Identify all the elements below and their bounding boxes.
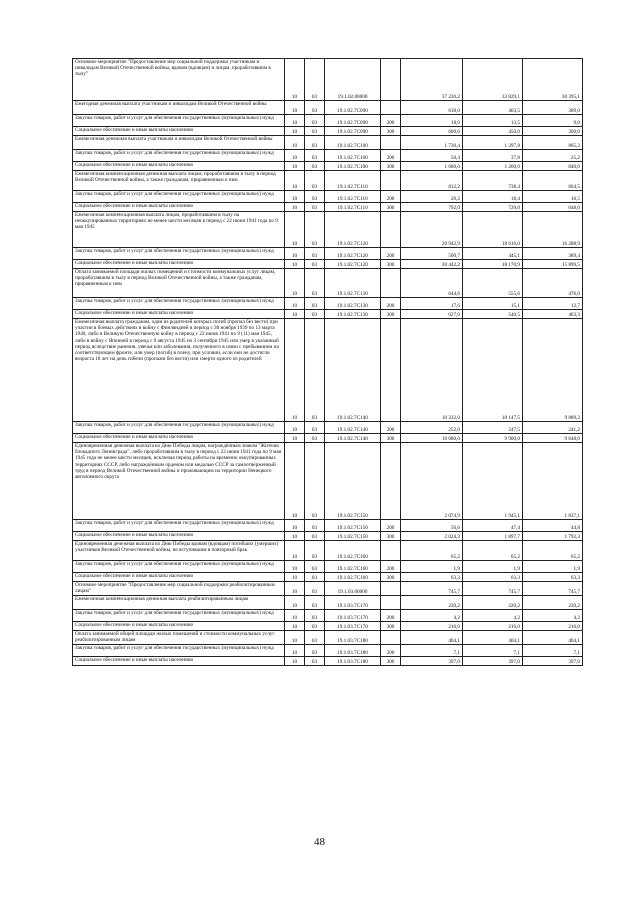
cell-amount-year-2: 18,4: [463, 191, 523, 203]
cell-amount-year-3: 7,1: [523, 645, 583, 657]
cell-section: 10: [285, 248, 305, 260]
cell-amount-year-2: 18 170,9: [463, 260, 523, 269]
cell-target-article: 19.1.02.7С160: [325, 541, 381, 561]
cell-description: Закупка товаров, работ и услуг для обеспечения государственных (муниципальных) нужд: [73, 298, 285, 310]
table-row: [73, 171, 583, 191]
cell-amount-year-1: 644,6: [401, 269, 463, 298]
cell-amount-year-3: 389,4: [523, 248, 583, 260]
cell-expense-type: [381, 101, 401, 115]
table-row: [73, 59, 583, 101]
cell-target-article: 19.1.02.7С160: [325, 561, 381, 573]
table-row: [73, 310, 583, 319]
cell-amount-year-2: 450,0: [463, 127, 523, 136]
cell-target-article: 19.1.02.7С150: [325, 520, 381, 532]
cell-target-article: 19.1.02.7С110: [325, 171, 381, 191]
cell-subsection: 03: [305, 248, 325, 260]
cell-expense-type: 200: [381, 191, 401, 203]
cell-expense-type: 300: [381, 203, 401, 212]
cell-amount-year-3: 63,3: [523, 573, 583, 582]
cell-section: 10: [285, 434, 305, 443]
cell-target-article: 19.1.03.00000: [325, 582, 381, 596]
cell-expense-type: 300: [381, 657, 401, 666]
cell-expense-type: 300: [381, 310, 401, 319]
cell-target-article: 19.1.03.7С170: [325, 596, 381, 610]
cell-subsection: 03: [305, 610, 325, 622]
table-row: [73, 136, 583, 150]
table-row: [73, 260, 583, 269]
cell-amount-year-1: 10 332,0: [401, 319, 463, 422]
cell-target-article: 19.1.02.7С150: [325, 443, 381, 520]
cell-description: Закупка товаров, работ и услуг для обеспечения государственных (муниципальных) нужд: [73, 115, 285, 127]
cell-amount-year-2: 1,9: [463, 561, 523, 573]
cell-expense-type: 200: [381, 298, 401, 310]
cell-description: Оплата занимаемой площади жилых помещений и стоимости коммунальных услуг лицам, проработавшим в тылу в период Великой Отечественной войны, а также гражданам, приравненным к ним: [73, 269, 285, 298]
cell-subsection: 03: [305, 573, 325, 582]
cell-section: 10: [285, 532, 305, 541]
cell-amount-year-1: 500,7: [401, 248, 463, 260]
table-row: [73, 319, 583, 422]
cell-target-article: 19.1.02.7С090: [325, 101, 381, 115]
cell-subsection: 03: [305, 310, 325, 319]
cell-section: 10: [285, 59, 305, 101]
cell-amount-year-1: 20 942,9: [401, 212, 463, 248]
table-row: [73, 582, 583, 596]
cell-description: Ежемесячная денежная выплата участникам и инвалидам Великой Отечественной войны: [73, 136, 285, 150]
cell-subsection: 03: [305, 520, 325, 532]
cell-description: Основное мероприятие "Предоставление мер социальной поддержки реабилитированным лицам": [73, 582, 285, 596]
cell-amount-year-2: 7,1: [463, 645, 523, 657]
cell-description: Социальное обеспечение и иные выплаты населению: [73, 162, 285, 171]
cell-section: 10: [285, 520, 305, 532]
cell-expense-type: [381, 171, 401, 191]
cell-expense-type: 200: [381, 248, 401, 260]
cell-amount-year-2: 10 147,5: [463, 319, 523, 422]
cell-section: 10: [285, 191, 305, 203]
cell-subsection: 03: [305, 203, 325, 212]
cell-amount-year-1: 10 080,0: [401, 434, 463, 443]
cell-amount-year-3: 397,0: [523, 657, 583, 666]
cell-description: Основное мероприятие "Предоставление мер социальной поддержки участникам и инвалидам Великой Отечественной войны, вдовам (вдовцам) и лицам, проработавшим в тылу": [73, 59, 285, 101]
cell-target-article: 19.1.02.7С140: [325, 319, 381, 422]
cell-amount-year-1: 37 220,2: [401, 59, 463, 101]
cell-section: 10: [285, 657, 305, 666]
cell-amount-year-2: 33 829,1: [463, 59, 523, 101]
cell-amount-year-3: 9 648,0: [523, 434, 583, 443]
cell-amount-year-1: 220,2: [401, 596, 463, 610]
table-row: [73, 645, 583, 657]
cell-section: 10: [285, 645, 305, 657]
cell-subsection: 03: [305, 136, 325, 150]
cell-amount-year-3: 1 792,3: [523, 532, 583, 541]
cell-amount-year-1: 397,0: [401, 657, 463, 666]
cell-description: Социальное обеспечение и иные выплаты населению: [73, 573, 285, 582]
table-row: [73, 561, 583, 573]
table-row: [73, 434, 583, 443]
cell-description: Ежегодная денежная выплата участникам и инвалидам Великой Отечественной войны: [73, 101, 285, 115]
cell-section: 10: [285, 443, 305, 520]
budget-table-body: [73, 59, 583, 666]
cell-expense-type: [381, 212, 401, 248]
cell-amount-year-3: 9,0: [523, 115, 583, 127]
cell-target-article: 19.1.02.7С100: [325, 136, 381, 150]
cell-amount-year-2: 397,0: [463, 657, 523, 666]
cell-amount-year-2: 63,3: [463, 573, 523, 582]
cell-target-article: 19.1.02.7С140: [325, 434, 381, 443]
cell-amount-year-1: 618,0: [401, 101, 463, 115]
table-row: [73, 101, 583, 115]
cell-subsection: 03: [305, 260, 325, 269]
cell-description: Ежемесячная компенсационная денежная выплата лицам, проработавшим в тылу в период Великой Отечественной войны, а также гражданам, приравненным к ним: [73, 171, 285, 191]
cell-amount-year-3: 648,0: [523, 203, 583, 212]
cell-target-article: 19.1.02.7С090: [325, 115, 381, 127]
cell-section: 10: [285, 115, 305, 127]
cell-expense-type: [381, 136, 401, 150]
cell-amount-year-1: 812,2: [401, 171, 463, 191]
cell-description: Единовременная денежная выплата ко Дню Победы вдовам (вдовцам) погибших (умерших) участников Великой Отечественной войны, не вступившим в повторный брак: [73, 541, 285, 561]
cell-amount-year-3: 476,0: [523, 269, 583, 298]
cell-amount-year-1: 1,9: [401, 561, 463, 573]
cell-amount-year-3: 9 889,2: [523, 319, 583, 422]
cell-amount-year-3: 745,7: [523, 582, 583, 596]
table-row: [73, 212, 583, 248]
cell-subsection: 03: [305, 422, 325, 434]
cell-description: Закупка товаров, работ и услуг для обеспечения государственных (муниципальных) нужд: [73, 248, 285, 260]
table-row: [73, 520, 583, 532]
cell-amount-year-1: 252,0: [401, 422, 463, 434]
budget-table: [72, 58, 583, 666]
cell-expense-type: [381, 631, 401, 645]
cell-target-article: 19.1.02.7С100: [325, 150, 381, 162]
cell-amount-year-2: 18 616,0: [463, 212, 523, 248]
cell-target-article: 19.1.02.7С130: [325, 298, 381, 310]
cell-description: Закупка товаров, работ и услуг для обеспечения государственных (муниципальных) нужд: [73, 422, 285, 434]
cell-amount-year-2: 47,4: [463, 520, 523, 532]
table-row: [73, 532, 583, 541]
cell-expense-type: 300: [381, 532, 401, 541]
cell-subsection: 03: [305, 582, 325, 596]
cell-description: Социальное обеспечение и иные выплаты населению: [73, 127, 285, 136]
cell-subsection: 03: [305, 596, 325, 610]
cell-amount-year-1: 2 024,3: [401, 532, 463, 541]
cell-expense-type: 300: [381, 434, 401, 443]
cell-target-article: 19.1.02.7С110: [325, 191, 381, 203]
page-number: 48: [314, 836, 325, 848]
cell-expense-type: 300: [381, 573, 401, 582]
cell-subsection: 03: [305, 59, 325, 101]
cell-target-article: 19.1.02.7С120: [325, 260, 381, 269]
cell-subsection: 03: [305, 561, 325, 573]
cell-section: 10: [285, 162, 305, 171]
cell-subsection: 03: [305, 269, 325, 298]
cell-description: Оплата занимаемой общей площади жилых помещений и стоимости коммунальных услуг реабилитированным лицам: [73, 631, 285, 645]
cell-section: 10: [285, 310, 305, 319]
cell-expense-type: 200: [381, 561, 401, 573]
cell-amount-year-3: 664,5: [523, 171, 583, 191]
cell-section: 10: [285, 610, 305, 622]
cell-description: Социальное обеспечение и иные выплаты населению: [73, 434, 285, 443]
cell-amount-year-2: 4,2: [463, 610, 523, 622]
cell-subsection: 03: [305, 298, 325, 310]
cell-target-article: 19.1.02.7С150: [325, 532, 381, 541]
cell-expense-type: 200: [381, 115, 401, 127]
cell-expense-type: 200: [381, 645, 401, 657]
table-row: [73, 422, 583, 434]
cell-amount-year-3: 25,2: [523, 150, 583, 162]
cell-amount-year-2: 445,1: [463, 248, 523, 260]
cell-target-article: 19.1.03.7С170: [325, 622, 381, 631]
table-row: [73, 657, 583, 666]
cell-amount-year-2: 1 260,0: [463, 162, 523, 171]
cell-amount-year-3: 4,2: [523, 610, 583, 622]
cell-subsection: 03: [305, 162, 325, 171]
cell-amount-year-3: 12,7: [523, 298, 583, 310]
cell-expense-type: 200: [381, 520, 401, 532]
cell-amount-year-2: 745,7: [463, 582, 523, 596]
cell-section: 10: [285, 622, 305, 631]
cell-description: Закупка товаров, работ и услуг для обеспечения государственных (муниципальных) нужд: [73, 561, 285, 573]
cell-expense-type: [381, 541, 401, 561]
cell-amount-year-2: 720,0: [463, 203, 523, 212]
cell-section: 10: [285, 541, 305, 561]
cell-amount-year-1: 404,1: [401, 631, 463, 645]
cell-amount-year-2: 1 897,7: [463, 532, 523, 541]
cell-amount-year-1: 7,1: [401, 645, 463, 657]
cell-amount-year-1: 216,0: [401, 622, 463, 631]
cell-subsection: 03: [305, 657, 325, 666]
cell-subsection: 03: [305, 191, 325, 203]
cell-amount-year-1: 1 680,0: [401, 162, 463, 171]
cell-amount-year-3: 463,3: [523, 310, 583, 319]
cell-amount-year-3: 65,2: [523, 541, 583, 561]
table-row: [73, 298, 583, 310]
cell-amount-year-3: 840,0: [523, 162, 583, 171]
cell-expense-type: 300: [381, 127, 401, 136]
cell-description: Закупка товаров, работ и услуг для обеспечения государственных (муниципальных) нужд: [73, 645, 285, 657]
cell-subsection: 03: [305, 434, 325, 443]
cell-amount-year-2: 220,2: [463, 596, 523, 610]
cell-amount-year-2: 216,0: [463, 622, 523, 631]
cell-expense-type: 200: [381, 610, 401, 622]
cell-target-article: 19.1.02.7С100: [325, 162, 381, 171]
cell-amount-year-3: 15 899,5: [523, 260, 583, 269]
cell-amount-year-3: 216,0: [523, 622, 583, 631]
cell-expense-type: [381, 582, 401, 596]
cell-section: 10: [285, 596, 305, 610]
cell-amount-year-3: 404,1: [523, 631, 583, 645]
table-row: [73, 203, 583, 212]
cell-amount-year-1: 50,6: [401, 520, 463, 532]
cell-section: 10: [285, 582, 305, 596]
cell-description: Единовременная денежная выплата ко Дню Победы лицам, награждённым знаком "Жителю блокадного Ленинграда", либо проработавшим в тылу в период с 22 июня 1941 года по 9 мая 1945 года не менее шести месяцев, исключая период работы на временно оккупированных территориях СССР, либо награждённым орденом или медалью СССР за самоотверженный труд в период Великой Отечественной войны и проживающим на территории Ненецкого автономного округа: [73, 443, 285, 520]
cell-amount-year-1: 1 730,4: [401, 136, 463, 150]
cell-target-article: 19.1.03.7С170: [325, 610, 381, 622]
table-row: [73, 150, 583, 162]
cell-subsection: 03: [305, 127, 325, 136]
table-row: [73, 596, 583, 610]
table-row: [73, 127, 583, 136]
cell-description: Социальное обеспечение и иные выплаты населению: [73, 622, 285, 631]
cell-description: Социальное обеспечение и иные выплаты населению: [73, 310, 285, 319]
cell-amount-year-3: 865,2: [523, 136, 583, 150]
cell-amount-year-2: 463,5: [463, 101, 523, 115]
cell-amount-year-1: 627,0: [401, 310, 463, 319]
cell-amount-year-2: 37,8: [463, 150, 523, 162]
cell-amount-year-1: 17,6: [401, 298, 463, 310]
cell-expense-type: [381, 319, 401, 422]
table-row: [73, 248, 583, 260]
cell-amount-year-3: 30 395,1: [523, 59, 583, 101]
cell-description: Закупка товаров, работ и услуг для обеспечения государственных (муниципальных) нужд: [73, 610, 285, 622]
cell-amount-year-2: 555,6: [463, 269, 523, 298]
cell-target-article: 19.1.02.7С120: [325, 212, 381, 248]
cell-description: Социальное обеспечение и иные выплаты населению: [73, 657, 285, 666]
cell-amount-year-3: 220,2: [523, 596, 583, 610]
cell-expense-type: 300: [381, 162, 401, 171]
cell-target-article: 19.1.02.7С120: [325, 248, 381, 260]
cell-section: 10: [285, 171, 305, 191]
cell-expense-type: [381, 596, 401, 610]
cell-section: 10: [285, 136, 305, 150]
cell-subsection: 03: [305, 212, 325, 248]
cell-description: Ежемесячная выплата гражданам, один из родителей которых погиб (пропал без вести) при участии в боевых действиях в войну с Финляндией в период с 30 ноября 1939 по 13 марта 1940, либо в Великую Отечественную войну в период с 22 июня 1941 по 9 (11) мая 1945, либо в войну с Японией в период с 9 августа 1945 по 3 сентября 1945 или умер в указанный период вследствие ранения, увечья или заболевания, полученного в связи с пребыванием на соответствующем фронте, или умер (погиб) в плену, при условии, если они не достигли возраста 18 лет на день гибели (пропажи без вести) или смерти одного из родителей: [73, 319, 285, 422]
cell-description: Социальное обеспечение и иные выплаты населению: [73, 203, 285, 212]
cell-amount-year-2: 9 900,0: [463, 434, 523, 443]
table-row: [73, 443, 583, 520]
table-row: [73, 573, 583, 582]
cell-subsection: 03: [305, 115, 325, 127]
cell-description: Закупка товаров, работ и услуг для обеспечения государственных (муниципальных) нужд: [73, 191, 285, 203]
cell-amount-year-1: 65,2: [401, 541, 463, 561]
table-row: [73, 541, 583, 561]
cell-amount-year-3: 300,0: [523, 127, 583, 136]
cell-amount-year-1: 18,0: [401, 115, 463, 127]
cell-section: 10: [285, 422, 305, 434]
cell-amount-year-2: 247,5: [463, 422, 523, 434]
cell-description: Закупка товаров, работ и услуг для обеспечения государственных (муниципальных) нужд: [73, 150, 285, 162]
cell-target-article: 19.1.03.7С180: [325, 631, 381, 645]
cell-section: 10: [285, 573, 305, 582]
cell-amount-year-3: 309,0: [523, 101, 583, 115]
cell-amount-year-3: 44,8: [523, 520, 583, 532]
cell-target-article: 19.1.02.00000: [325, 59, 381, 101]
cell-description: Ежемесячная компенсационная выплата лицам, проработавшим в тылу на неоккупированных территориях не менее шести месяцев в период с 22 июня 1941 года по 9 мая 1945: [73, 212, 285, 248]
table-row: [73, 622, 583, 631]
cell-subsection: 03: [305, 319, 325, 422]
cell-amount-year-1: 20,2: [401, 191, 463, 203]
cell-section: 10: [285, 212, 305, 248]
cell-target-article: 19.1.02.7С130: [325, 269, 381, 298]
cell-amount-year-2: 738,4: [463, 171, 523, 191]
cell-target-article: 19.1.02.7С110: [325, 203, 381, 212]
cell-amount-year-1: 745,7: [401, 582, 463, 596]
cell-description: Социальное обеспечение и иные выплаты населению: [73, 532, 285, 541]
cell-subsection: 03: [305, 532, 325, 541]
cell-target-article: 19.1.02.7С090: [325, 127, 381, 136]
cell-subsection: 03: [305, 541, 325, 561]
cell-amount-year-3: 16 288,9: [523, 212, 583, 248]
cell-description: Социальное обеспечение и иные выплаты населению: [73, 260, 285, 269]
cell-amount-year-2: 1 945,1: [463, 443, 523, 520]
cell-section: 10: [285, 203, 305, 212]
cell-amount-year-2: 65,2: [463, 541, 523, 561]
cell-target-article: 19.1.03.7С180: [325, 645, 381, 657]
cell-expense-type: 200: [381, 422, 401, 434]
cell-amount-year-1: 63,3: [401, 573, 463, 582]
cell-subsection: 03: [305, 171, 325, 191]
cell-description: Ежемесячная компенсационная денежная выплата реабилитированным лицам: [73, 596, 285, 610]
cell-subsection: 03: [305, 631, 325, 645]
cell-target-article: 19.1.02.7С140: [325, 422, 381, 434]
cell-target-article: 19.1.02.7С130: [325, 310, 381, 319]
table-row: [73, 610, 583, 622]
cell-amount-year-3: 241,2: [523, 422, 583, 434]
cell-expense-type: 300: [381, 260, 401, 269]
table-row: [73, 115, 583, 127]
cell-subsection: 03: [305, 443, 325, 520]
table-row: [73, 162, 583, 171]
cell-section: 10: [285, 631, 305, 645]
cell-amount-year-1: 600,0: [401, 127, 463, 136]
cell-section: 10: [285, 260, 305, 269]
cell-amount-year-3: 1,9: [523, 561, 583, 573]
cell-subsection: 03: [305, 150, 325, 162]
cell-section: 10: [285, 127, 305, 136]
cell-section: 10: [285, 150, 305, 162]
cell-amount-year-1: 2 074,9: [401, 443, 463, 520]
cell-section: 10: [285, 319, 305, 422]
cell-expense-type: [381, 269, 401, 298]
cell-section: 10: [285, 101, 305, 115]
cell-amount-year-2: 13,5: [463, 115, 523, 127]
cell-subsection: 03: [305, 101, 325, 115]
cell-expense-type: [381, 443, 401, 520]
cell-amount-year-1: 792,0: [401, 203, 463, 212]
table-row: [73, 269, 583, 298]
cell-subsection: 03: [305, 645, 325, 657]
cell-expense-type: [381, 59, 401, 101]
cell-amount-year-1: 50,4: [401, 150, 463, 162]
cell-amount-year-2: 1 297,8: [463, 136, 523, 150]
cell-expense-type: 300: [381, 622, 401, 631]
table-row: [73, 191, 583, 203]
cell-amount-year-3: 1 837,1: [523, 443, 583, 520]
cell-amount-year-2: 404,1: [463, 631, 523, 645]
cell-section: 10: [285, 298, 305, 310]
cell-amount-year-3: 16,5: [523, 191, 583, 203]
cell-target-article: 19.1.02.7С160: [325, 573, 381, 582]
cell-expense-type: 200: [381, 150, 401, 162]
cell-target-article: 19.1.03.7С180: [325, 657, 381, 666]
table-row: [73, 631, 583, 645]
cell-subsection: 03: [305, 622, 325, 631]
cell-amount-year-2: 540,5: [463, 310, 523, 319]
cell-description: Закупка товаров, работ и услуг для обеспечения государственных (муниципальных) нужд: [73, 520, 285, 532]
cell-amount-year-1: 4,2: [401, 610, 463, 622]
cell-amount-year-2: 15,1: [463, 298, 523, 310]
cell-section: 10: [285, 269, 305, 298]
cell-section: 10: [285, 561, 305, 573]
cell-amount-year-1: 20 442,2: [401, 260, 463, 269]
